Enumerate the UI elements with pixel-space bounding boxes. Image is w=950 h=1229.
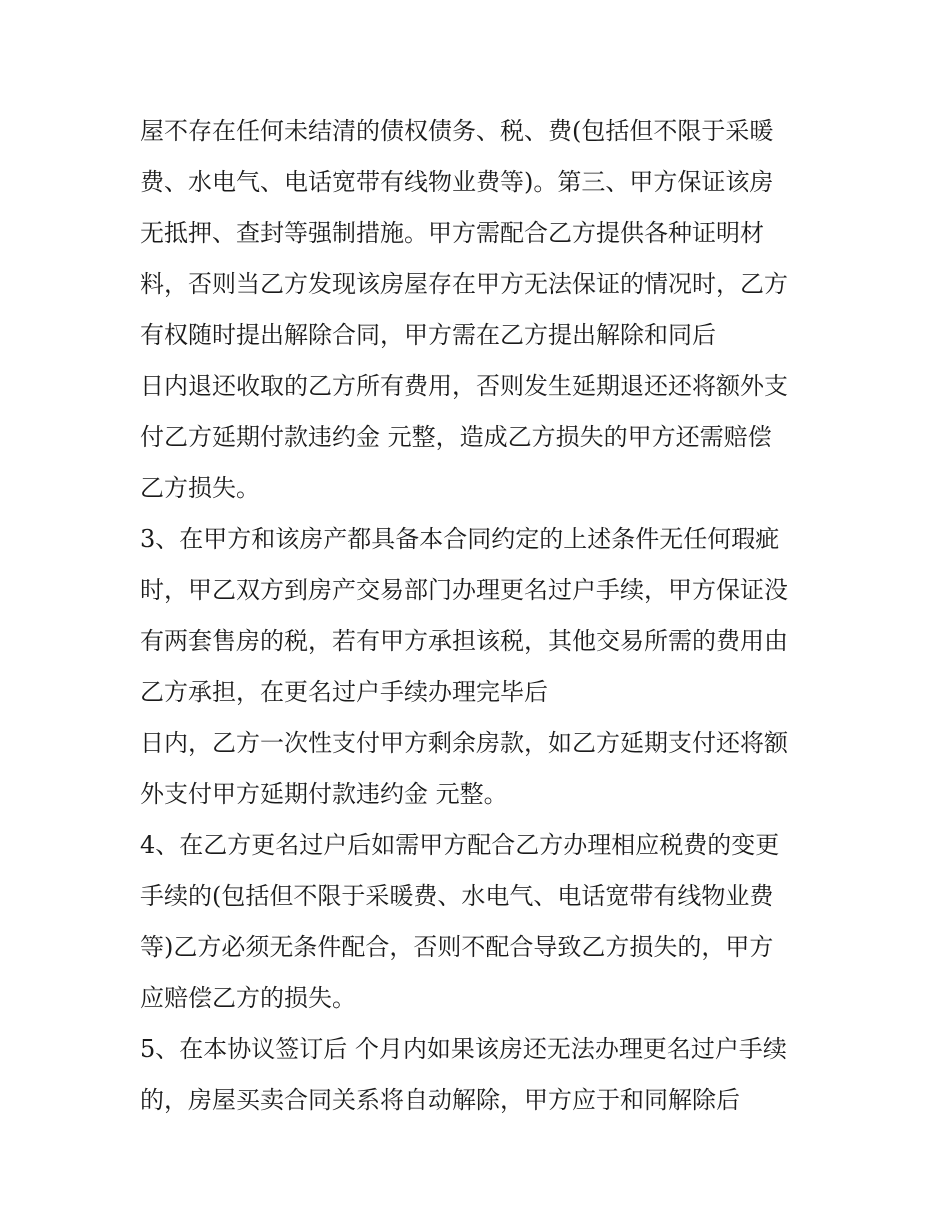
text-line: 的，房屋买卖合同关系将自动解除，甲方应于和同解除后 (140, 1086, 740, 1114)
text-line: 料，否则当乙方发现该房屋存在甲方无法保证的情况时，乙方 (140, 270, 788, 298)
text-line: 时，甲乙双方到房产交易部门办理更名过户手续，甲方保证没 (140, 576, 788, 604)
clause-5-line: 5、在本协议签订后 个月内如果该房还无法办理更名过户手续 (140, 1035, 787, 1063)
text-line: 无抵押、查封等强制措施。甲方需配合乙方提供各种证明材 (140, 219, 764, 247)
text-line: 有权随时提出解除合同，甲方需在乙方提出解除和同后 (140, 321, 716, 349)
text-line: 乙方承担，在更名过户手续办理完毕后 (140, 678, 548, 706)
text-line: 有两套售房的税，若有甲方承担该税，其他交易所需的费用由 (140, 627, 788, 655)
text-line: 等)乙方必须无条件配合，否则不配合导致乙方损失的，甲方 (140, 933, 774, 961)
text-line: 手续的(包括但不限于采暖费、水电气、电话宽带有线物业费 (140, 882, 774, 910)
text-line: 日内退还收取的乙方所有费用，否则发生延期退还还将额外支 (140, 372, 788, 400)
contract-body-text (140, 106, 820, 1126)
text-line: 乙方损失。 (140, 474, 260, 502)
clause-3-line: 3、在甲方和该房产都具备本合同约定的上述条件无任何瑕疵 (140, 525, 780, 553)
text-line: 付乙方延期付款违约金 元整，造成乙方损失的甲方还需赔偿 (140, 423, 772, 451)
text-line: 应赔偿乙方的损失。 (140, 984, 356, 1012)
text-line: 屋不存在任何未结清的债权债务、税、费(包括但不限于采暖 (140, 117, 774, 145)
text-line: 外支付甲方延期付款违约金 元整。 (140, 780, 508, 808)
text-line: 费、水电气、电话宽带有线物业费等)。第三、甲方保证该房 (140, 168, 774, 196)
clause-4-line: 4、在乙方更名过户后如需甲方配合乙方办理相应税费的变更 (140, 831, 780, 859)
text-line: 日内，乙方一次性支付甲方剩余房款，如乙方延期支付还将额 (140, 729, 788, 757)
